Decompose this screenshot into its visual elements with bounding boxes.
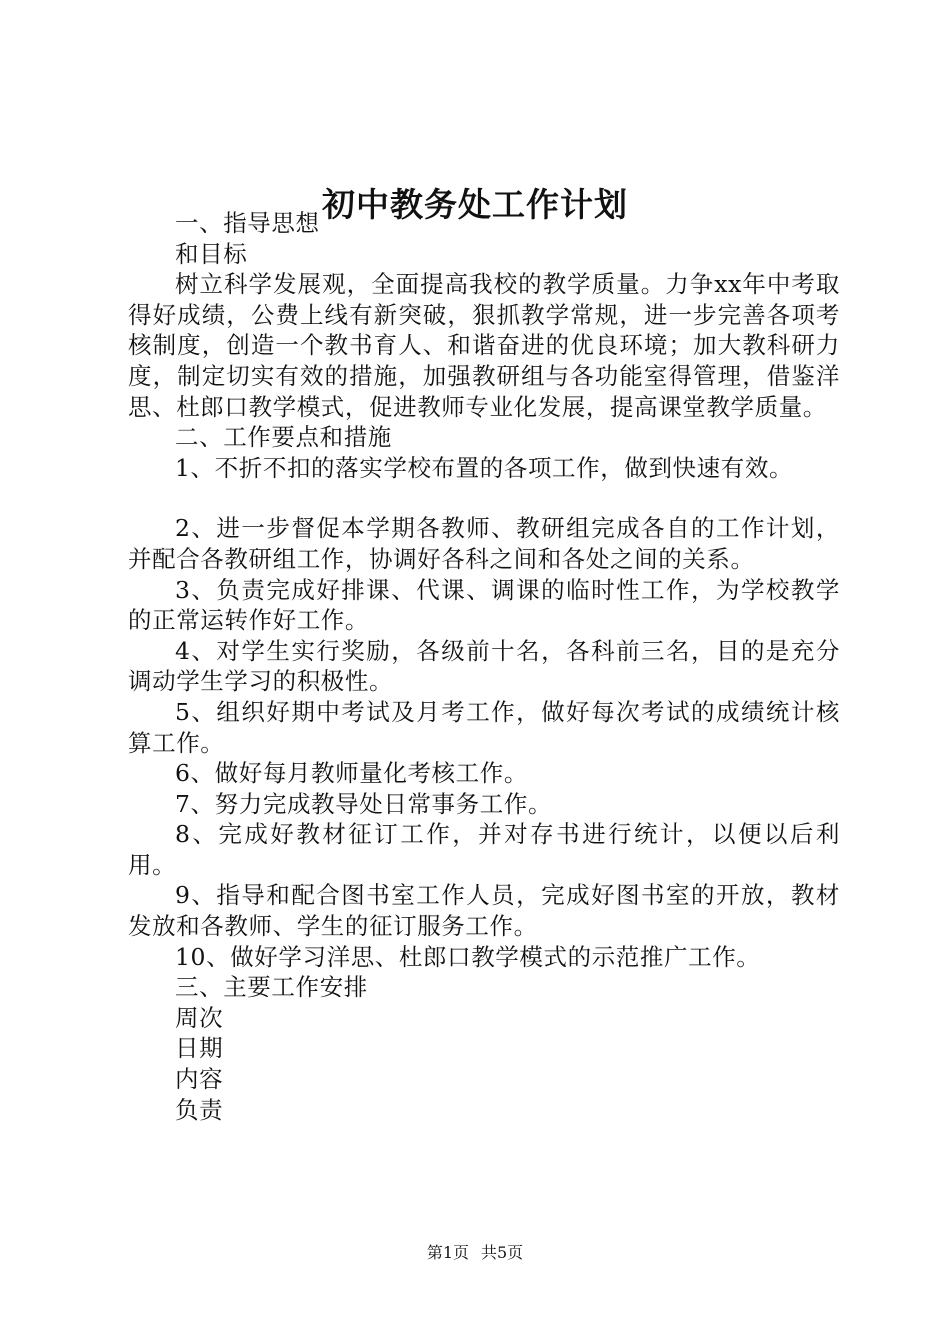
list-item-1: 1、不折不扣的落实学校布置的各项工作，做到快速有效。 [175, 453, 794, 482]
list-item-8: 8、完成好教材征订工作，并对存书进行统计，以便以后利用。 [128, 820, 840, 879]
list-item-3: 3、负责完成好排课、代课、调课的临时性工作，为学校教学的正常运转作好工作。 [128, 575, 840, 635]
heading-guiding-ideology: 一、指导思想 [175, 209, 320, 237]
table-header-content: 内容 [175, 1065, 224, 1094]
list-item-2: 2、进一步督促本学期各教师、教研组完成各自的工作计划，并配合各教研组工作，协调好各科之间和各处之间的关系。 [128, 514, 840, 573]
list-item-10: 10、做好学习洋思、杜郎口教学模式的示范推广工作。 [175, 942, 761, 971]
document-title: 初中教务处工作计划 [322, 185, 628, 224]
list-item-6: 6、做好每月教师量化考核工作。 [175, 759, 528, 788]
heading-work-schedule: 三、主要工作安排 [175, 973, 368, 1002]
heading-and-goals: 和目标 [175, 239, 248, 268]
table-header-responsible: 负责 [175, 1095, 224, 1124]
blank-line [128, 483, 840, 513]
list-item-7: 7、努力完成教导处日常事务工作。 [175, 789, 553, 818]
table-header-week: 周次 [175, 1003, 224, 1032]
page-total: 共5页 [481, 1243, 524, 1262]
table-header-date: 日期 [175, 1034, 224, 1063]
heading-work-points: 二、工作要点和措施 [175, 423, 392, 452]
page-number: 第1页 [426, 1243, 469, 1262]
list-item-9: 9、指导和配合图书室工作人员，完成好图书室的开放，教材发放和各教师、学生的征订服务工作。 [128, 881, 840, 941]
paragraph-goals: 树立科学发展观，全面提高我校的教学质量。力争xx年中考取得好成绩，公费上线有新突破，狠抓教学常规，进一步完善各项考核制度，创造一个教书育人、和谐奋进的优良环境；加大教科研力度，制定切实有效的措施，加强教研组与各功能室得管理，借鉴洋思、杜郎口教学模式，促进教师专业化发展，提高课堂教学质量。 [128, 270, 840, 421]
page-footer [0, 1243, 950, 1263]
document-body [128, 208, 840, 1125]
list-item-4: 4、对学生实行奖励，各级前十名，各科前三名，目的是充分调动学生学习的积极性。 [128, 636, 840, 696]
list-item-5: 5、组织好期中考试及月考工作，做好每次考试的成绩统计核算工作。 [128, 697, 840, 757]
